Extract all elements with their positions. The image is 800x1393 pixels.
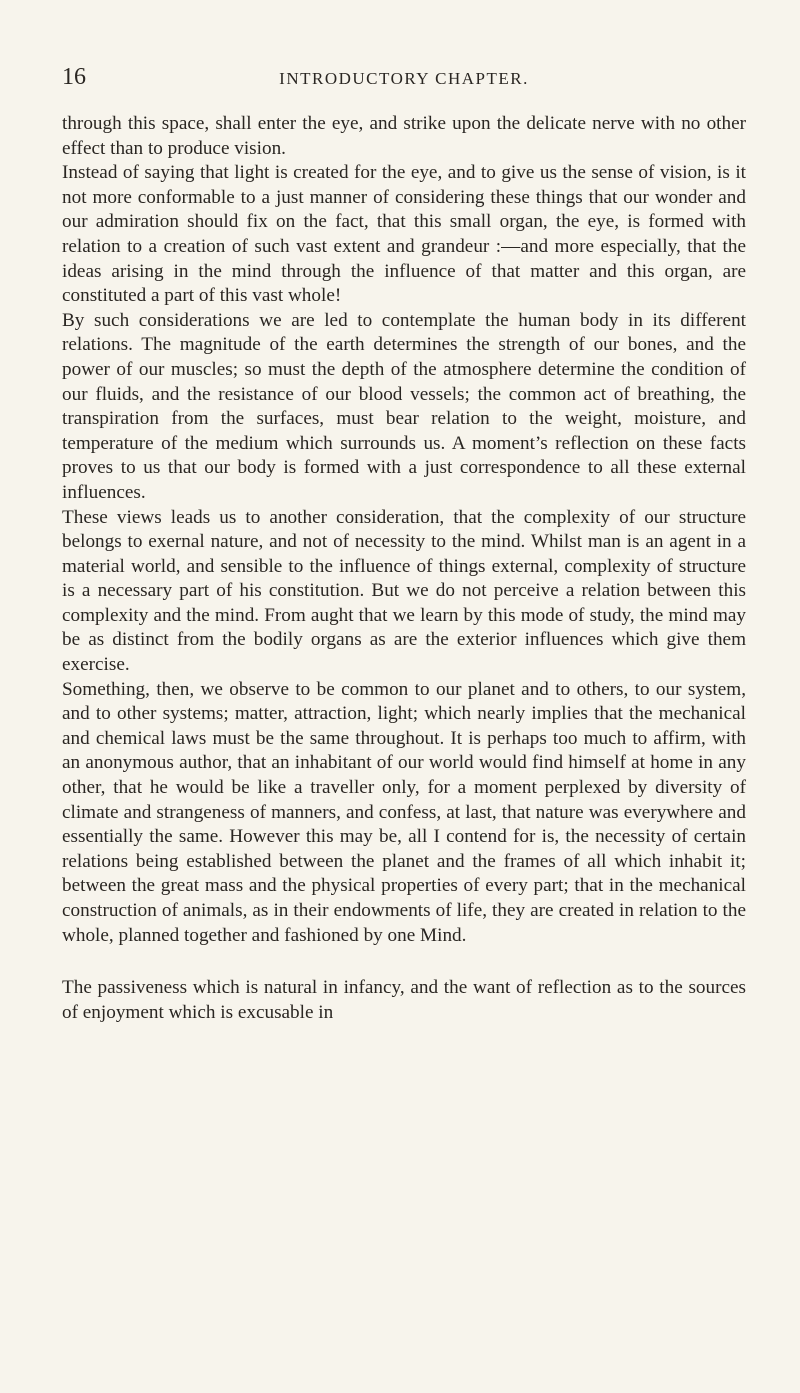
paragraph: By such considerations we are led to contemplate the human body in its different relations. The magnitude of the earth determines the strength of our bones, and the power of our muscles; so must the depth of the atmosphere determine the condition of our fluids, and the resistance of our blood vessels; the common act of breathing, the transpiration from the surfaces, must bear relation to the weight, moisture, and temperature of the medium which surrounds us. A moment’s reflection on these facts proves to us that our body is formed with a just correspondence to all these external influences.: [62, 309, 746, 503]
body-text: [62, 112, 746, 1025]
book-page: [62, 64, 746, 1025]
chapter-header: INTRODUCTORY CHAPTER.: [279, 69, 529, 88]
paragraph: These views leads us to another consideration, that the complexity of our structure belongs to exernal nature, and not of necessity to the mind. Whilst man is an agent in a material world, and sensible to the influence of things external, complexity of structure is a necessary part of his constitution. But we do not perceive a relation between this complexity and the mind. From aught that we learn by this mode of study, the mind may be as distinct from the bodily organs as are the exterior influences which give them exercise.: [62, 506, 746, 676]
paragraph: Instead of saying that light is created for the eye, and to give us the sense of vision, is it not more conformable to a just manner of considering these things that our wonder and our admiration should fix on the fact, that this small organ, the eye, is formed with relation to a creation of such vast extent and grandeur :—and more especially, that the ideas arising in the mind through the influence of that matter and this organ, are constituted a part of this vast whole!: [62, 162, 746, 307]
page-number: 16: [62, 64, 86, 90]
paragraph: The passiveness which is natural in infancy, and the want of reflection as to the sources of enjoyment which is excusable in: [62, 977, 746, 1023]
paragraph: Something, then, we observe to be common to our planet and to others, to our system, and to other systems; matter, attraction, light; which nearly implies that the mechanical and chemical laws must be the same throughout. It is perhaps too much to affirm, with an anonymous author, that an inhabitant of our world would find himself at home in any other, that he would be like a traveller only, for a moment perplexed by diversity of climate and strangeness of manners, and confess, at last, that nature was everywhere and essentially the same. However this may be, all I contend for is, the necessity of certain relations being established between the planet and the frames of all which inhabit it; between the great mass and the physical properties of every part; that in the mechanical construction of animals, as in their endowments of life, they are created in relation to the whole, planned together and fashioned by one Mind.: [62, 678, 746, 946]
running-head: [62, 64, 746, 104]
paragraph: through this space, shall enter the eye, and strike upon the delicate nerve with no other effect than to produce vision.: [62, 113, 746, 159]
